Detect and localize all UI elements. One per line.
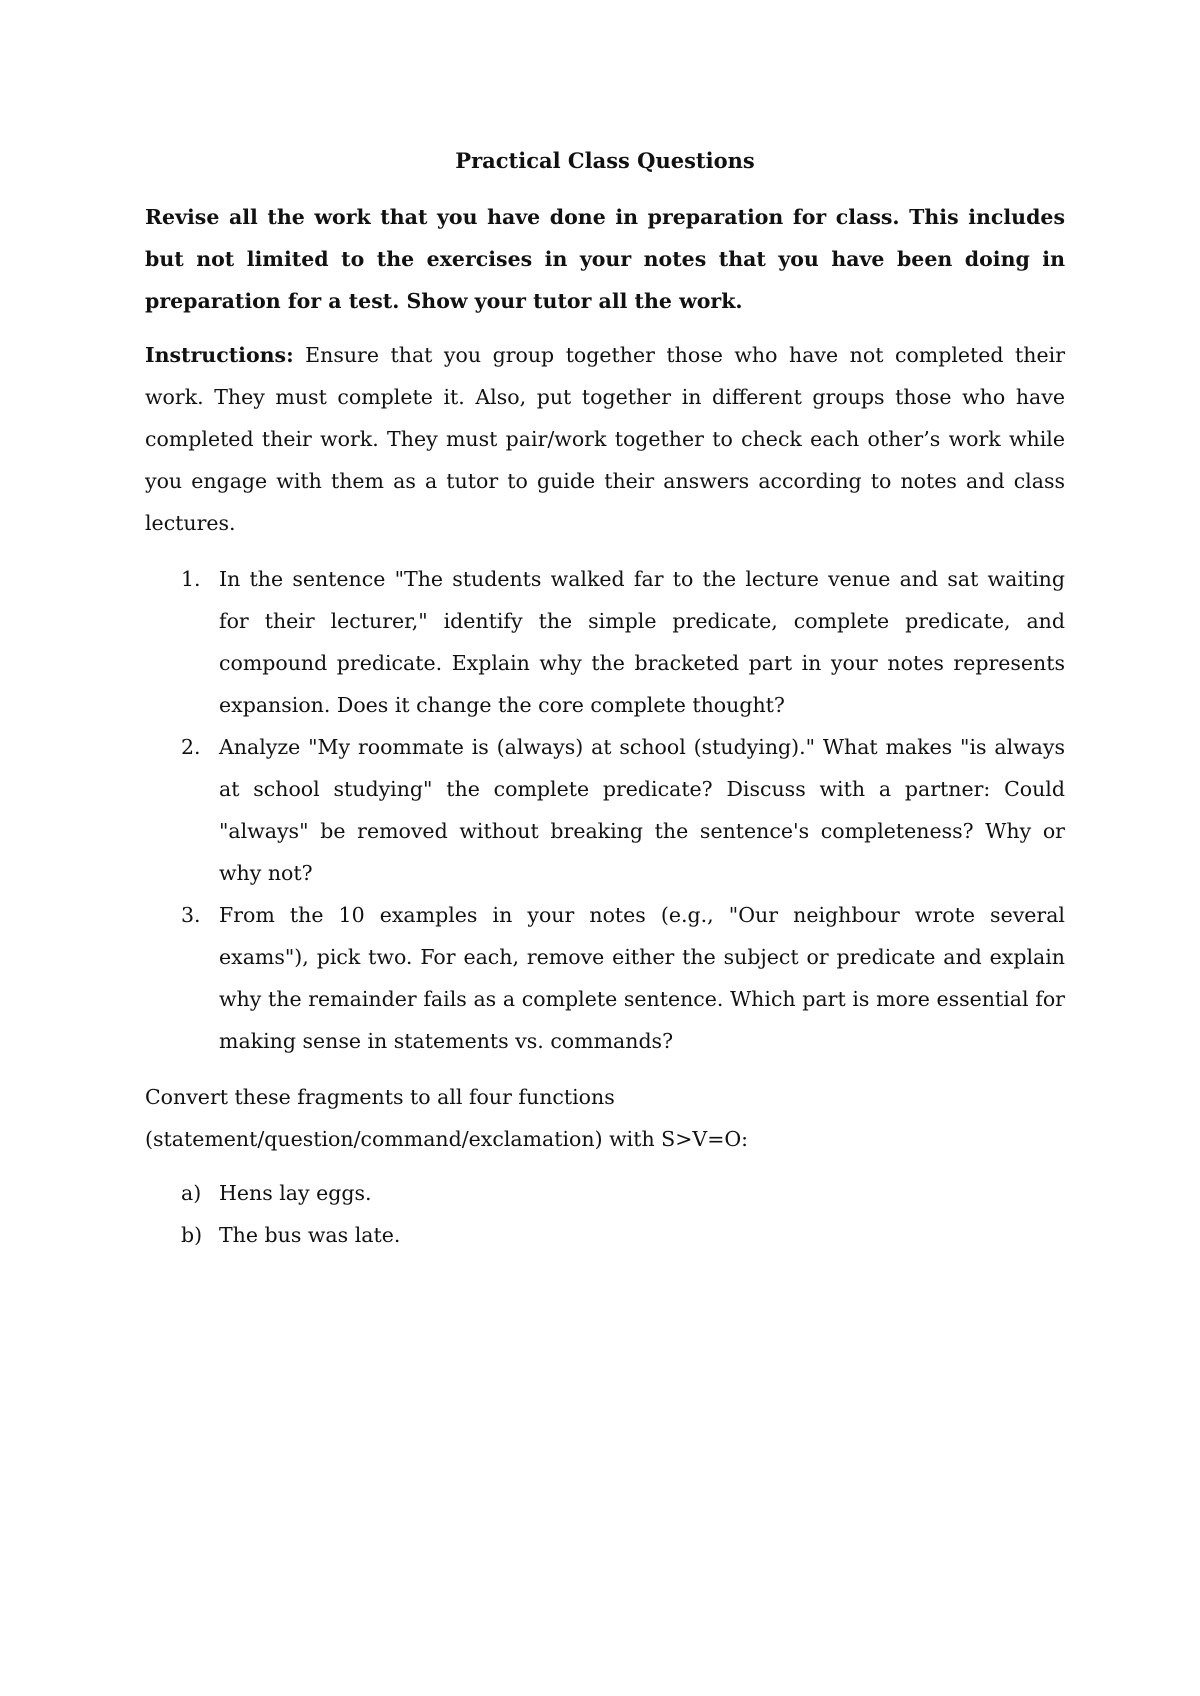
question-text: From the 10 examples in your notes (e.g., "Our neighbour wrote several exams"), pick two. For each, remove either the subject or predicate and explain why the remainder fails as a complete sentence. Which part is more essential for making sense in statements vs. commands? [219, 903, 1065, 1053]
question-number: 1. [181, 567, 201, 591]
fragment-letter: a) [181, 1181, 202, 1205]
question-text: In the sentence "The students walked far to the lecture venue and sat waiting for their lecturer," identify the simple predicate, complete predicate, and compound predicate. Explain why the bracketed part in your notes represents expansion. Does it change the core complete thought? [219, 567, 1065, 717]
convert-instruction: Convert these fragments to all four functions (statement/question/command/exclamation) with S>V=O: [145, 1085, 749, 1151]
fragment-item [145, 1172, 1065, 1214]
question-item [145, 558, 1065, 726]
document-body [145, 140, 1065, 1256]
question-text: Analyze "My roommate is (always) at school (studying)." What makes "is always at school studying" the complete predicate? Discuss with a partner: Could "always" be removed without breaking the sentence's completeness? Why or why not? [219, 735, 1065, 885]
question-item [145, 894, 1065, 1062]
fragment-text: Hens lay eggs. [219, 1181, 372, 1205]
fragment-letter: b) [181, 1223, 203, 1247]
page-title: Practical Class Questions [455, 148, 755, 173]
question-list [145, 558, 1065, 1062]
question-item [145, 726, 1065, 894]
fragment-text: The bus was late. [219, 1223, 401, 1247]
instructions-paragraph [145, 334, 1065, 544]
fragment-list [145, 1172, 1065, 1256]
intro-paragraph: Revise all the work that you have done in preparation for class. This includes but not limited to the exercises in your notes that you have been doing in preparation for a test. Show your tutor all the work. [145, 205, 1065, 313]
question-number: 3. [181, 903, 201, 927]
instructions-lead: Instructions: [145, 343, 294, 367]
instructions-text: Ensure that you group together those who have not completed their work. They must complete it. Also, put together in different groups those who have completed their work. They must pair/work together to check each other’s work while you engage with them as a tutor to guide their answers according to notes and class lectures. [145, 343, 1065, 535]
question-number: 2. [181, 735, 201, 759]
fragment-item [145, 1214, 1065, 1256]
